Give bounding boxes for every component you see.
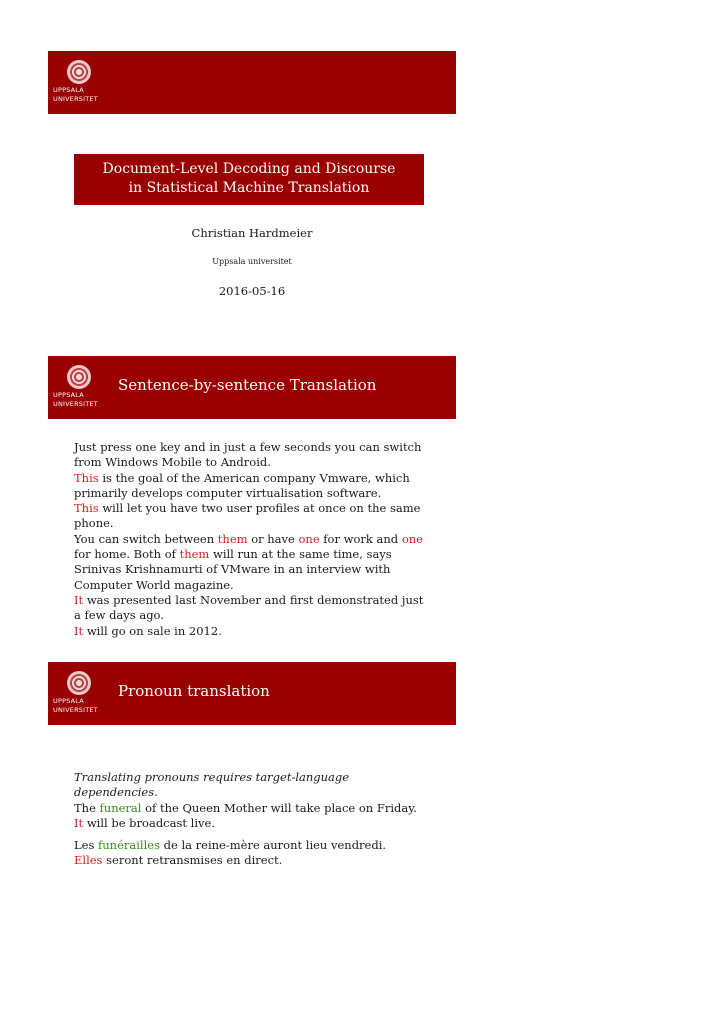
pronoun-highlight: one [401, 531, 423, 546]
pronoun-highlight: one [298, 531, 320, 546]
sentence-5: It was presented last November and first demonstrated just a few days ago. [74, 592, 424, 623]
pronoun-highlight: It [74, 592, 84, 607]
french-example [74, 838, 424, 869]
antecedent-highlight: funeral [99, 801, 142, 815]
presentation-title-box [74, 154, 424, 205]
presentation-title-line2: in Statistical Machine Translation [128, 180, 370, 196]
pronoun-highlight: them [217, 531, 248, 546]
pronoun-highlight: This [74, 470, 99, 485]
pronoun-highlight: It [74, 816, 84, 831]
pronoun-highlight: It [74, 623, 84, 638]
english-example [74, 801, 424, 832]
slide-title: Pronoun translation [118, 682, 270, 700]
pronoun-highlight: This [74, 501, 99, 516]
uppsala-logo [48, 662, 110, 725]
logo-text: UPPSALA UNIVERSITET [53, 86, 98, 103]
lead-statement: Translating pronouns requires target-language dependencies. [74, 770, 350, 800]
pronoun-highlight: Elles [74, 853, 103, 868]
author-name: Christian Hardmeier [191, 226, 313, 240]
example-text-block [74, 440, 424, 639]
presentation-date: 2016-05-16 [218, 284, 286, 298]
antecedent-highlight: funérailles [98, 838, 160, 852]
university-seal-icon [67, 365, 91, 389]
university-seal-icon [67, 671, 91, 695]
slide3-header-banner [48, 662, 456, 725]
logo-text: UPPSALA UNIVERSITET [53, 697, 98, 714]
uppsala-logo [48, 356, 110, 419]
pronoun-highlight: them [179, 547, 210, 562]
sentence-3: This will let you have two user profiles at once on the same phone. [74, 501, 421, 531]
sentence-2: This is the goal of the American company Vmware, which primarily develops computer virtualisation software. [74, 470, 410, 500]
english-sentence-2: It will be broadcast live. [74, 816, 215, 831]
english-sentence-1: The funeral of the Queen Mother will take place on Friday. [74, 801, 417, 815]
slide-title: Sentence-by-sentence Translation [118, 376, 377, 394]
affiliation: Uppsala universitet [212, 257, 292, 266]
sentence-1: Just press one key and in just a few seconds you can switch from Windows Mobile to Android. [74, 440, 422, 470]
french-sentence-2: Elles seront retransmises en direct. [74, 853, 283, 868]
sentence-6: It will go on sale in 2012. [74, 623, 222, 638]
logo-text: UPPSALA UNIVERSITET [53, 391, 98, 408]
sentence-4: You can switch between them or have one for work and one for home. Both of them will run at the same time, says Srinivas Krishnamurti of VMware in an interview with Computer World magazine. [74, 531, 423, 592]
uppsala-logo [48, 51, 110, 114]
university-seal-icon [67, 60, 91, 84]
slide2-header-banner [48, 356, 456, 419]
slide1-header-banner [48, 51, 456, 114]
presentation-title-line1: Document-Level Decoding and Discourse [102, 161, 396, 177]
french-sentence-1: Les funérailles de la reine-mère auront lieu vendredi. [74, 838, 387, 852]
